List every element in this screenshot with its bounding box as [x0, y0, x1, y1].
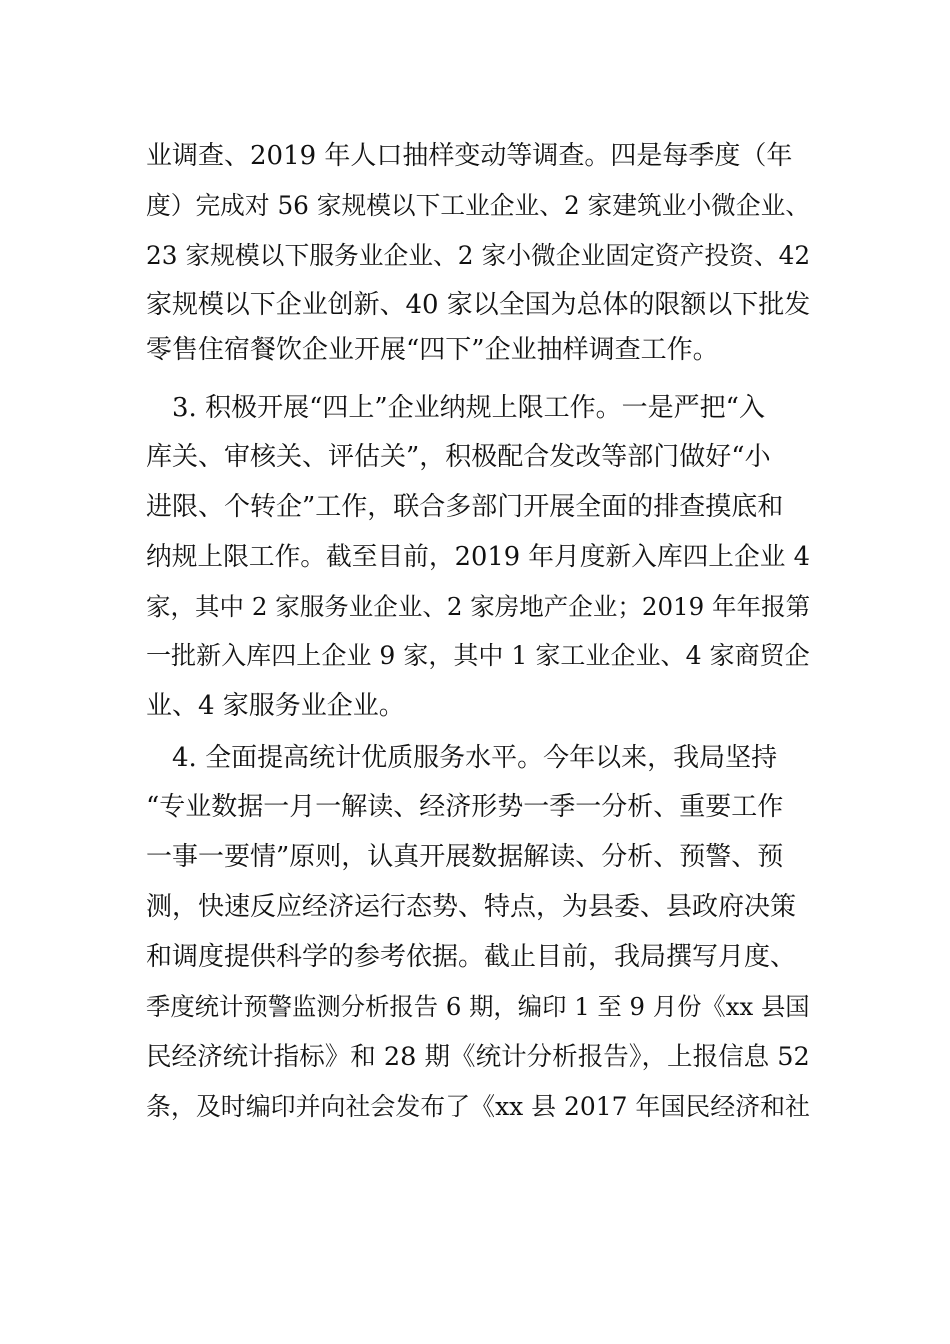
text-line: 3. 积极开展“四上”企业纳规上限工作。一是严把“入: [146, 393, 765, 423]
text-line: 条，及时编印并向社会发布了《xx 县 2017 年国民经济和社: [146, 1092, 810, 1121]
text-line: 一批新入库四上企业 9 家，其中 1 家工业企业、4 家商贸企: [146, 641, 810, 670]
text-line: 测，快速反应经济运行态势、特点，为县委、县政府决策: [146, 892, 797, 922]
text-line: 4. 全面提高统计优质服务水平。今年以来，我局坚持: [146, 743, 778, 773]
text-line: 家规模以下企业创新、40 家以全国为总体的限额以下批发: [146, 290, 811, 320]
text-line: 库关、审核关、评估关”，积极配合发改等部门做好“小: [146, 442, 771, 472]
text-line: 家，其中 2 家服务业企业、2 家房地产企业；2019 年年报第: [146, 592, 811, 621]
text-line: 和调度提供科学的参考依据。截止目前，我局撰写月度、: [146, 942, 797, 972]
text-line: 一事一要情”原则，认真开展数据解读、分析、预警、预: [146, 842, 784, 872]
text-line: “专业数据一月一解读、经济形势一季一分析、重要工作: [146, 792, 784, 822]
text-line: 业调查、2019 年人口抽样变动等调查。四是每季度（年: [146, 141, 793, 171]
text-line: 季度统计预警监测分析报告 6 期，编印 1 至 9 月份《xx 县国: [146, 992, 810, 1021]
text-line: 23 家规模以下服务业企业、2 家小微企业固定资产投资、42: [146, 241, 811, 270]
text-line: 进限、个转企”工作，联合多部门开展全面的排查摸底和: [146, 492, 784, 522]
text-line: 纳规上限工作。截至目前，2019 年月度新入库四上企业 4: [146, 542, 810, 572]
text-line: 度）完成对 56 家规模以下工业企业、2 家建筑业小微企业、: [146, 191, 811, 220]
text-line: 民经济统计指标》和 28 期《统计分析报告》，上报信息 52: [146, 1042, 810, 1072]
text-line: 业、4 家服务业企业。: [146, 691, 405, 721]
text-line: 零售住宿餐饮企业开展“四下”企业抽样调查工作。: [146, 335, 719, 365]
